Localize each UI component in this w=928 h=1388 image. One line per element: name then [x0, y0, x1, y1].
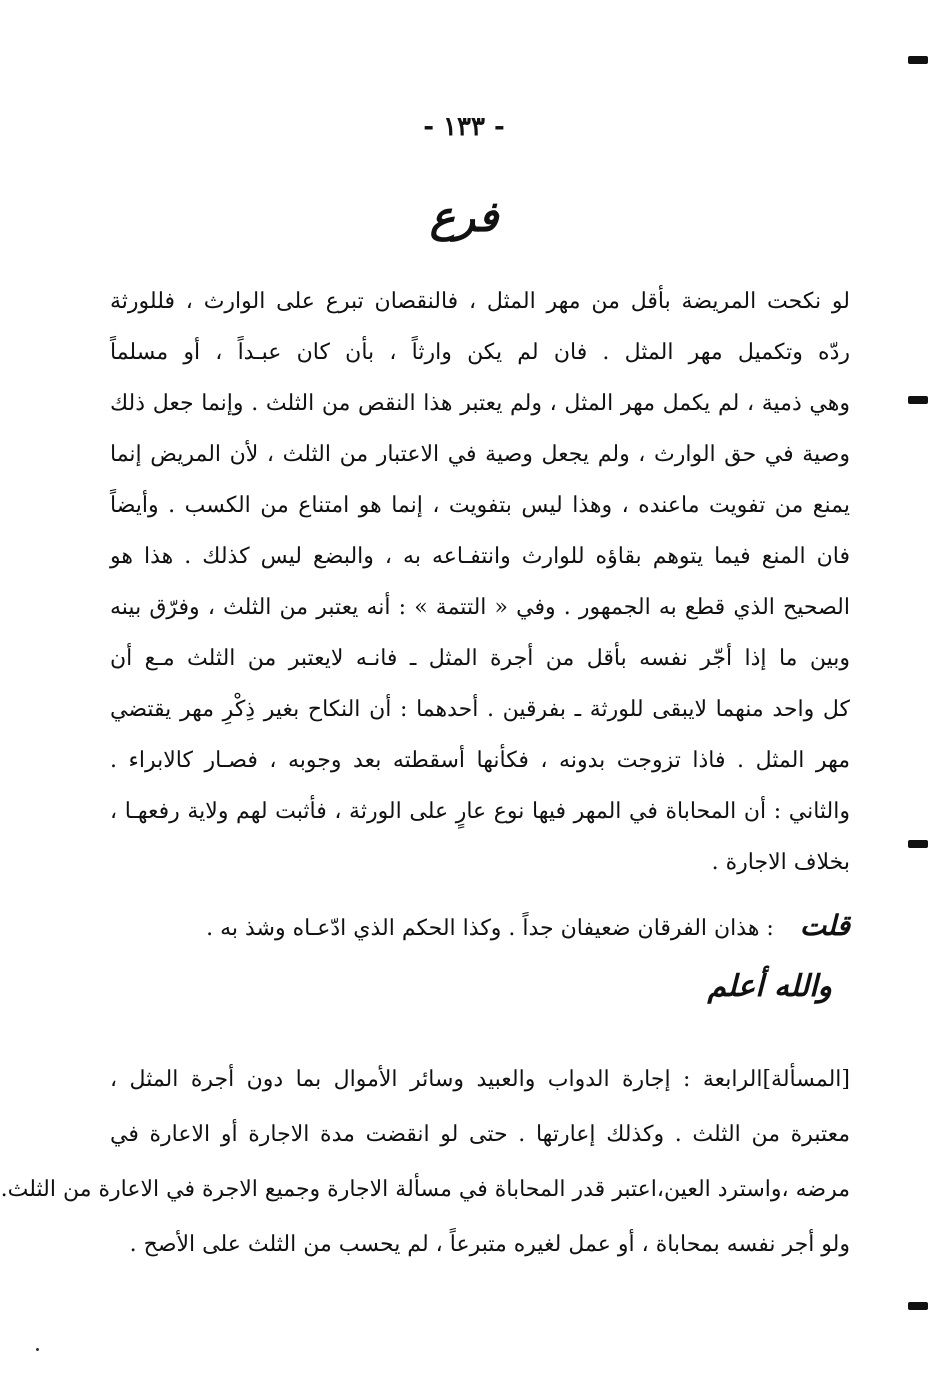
text-line: والثاني : أن المحاباة في المهر فيها نوع عارٍ على الورثة ، فأثبت لهم ولاية رفعهـا ، — [110, 799, 850, 824]
page-number: - ١٣٣ - — [423, 112, 505, 142]
margin-mark — [908, 840, 928, 848]
closing-phrase: والله أعلم — [707, 969, 832, 1004]
text-line: لو نكحت المريضة بأقل من مهر المثل ، فالنقصان تبرع على الوارث ، فللورثة — [110, 289, 850, 314]
margin-mark — [908, 56, 928, 64]
text-line: معتبرة من الثلث . وكذلك إعارتها . حتى لو انقضت مدة الاجارة أو الاعارة في — [110, 1122, 850, 1147]
paragraph-2 — [0, 1052, 850, 1272]
section-heading: فرع — [429, 192, 499, 241]
margin-mark — [908, 396, 928, 404]
text-line: وصية في حق الوارث ، ولم يجعل وصية في الاعتبار من الثلث ، لأن المريض إنما — [110, 442, 850, 467]
text-line: [المسألة]الرابعة : إجارة الدواب والعبيد وسائر الأموال بما دون أجرة المثل ، — [110, 1067, 850, 1092]
stray-dot — [36, 1348, 39, 1351]
text-line: يمنع من تفويت ماعنده ، وهذا ليس بتفويت ، إنما هو امتناع من الكسب . وأيضاً — [110, 493, 850, 518]
text-line: الصحيح الذي قطع به الجمهور . وفي « التتمة » : أنه يعتبر من الثلث ، وفرّق بينه — [110, 595, 850, 620]
text-line: وبين ما إذا أجّر نفسه بأقل من أجرة المثل ـ فانـه لايعتبر من الثلث مـع أن — [110, 646, 850, 671]
text-line: كل واحد منهما لايبقى للورثة ـ بفرقين . أحدهما : أن النكاح بغير ذِكْرِ مهر يقتضي — [110, 697, 850, 722]
text-line: ردّه وتكميل مهر المثل . فان لم يكن وارثاً ، بأن كان عبـداً ، أو مسلماً — [110, 340, 850, 365]
margin-mark — [908, 1302, 928, 1310]
qultu-line — [110, 900, 850, 951]
qultu-label: قلت — [799, 909, 850, 942]
text-line: فان المنع فيما يتوهم بقاؤه للوارث وانتفـاعه به ، والبضع ليس كذلك . هذا هو — [110, 544, 850, 569]
text-line: مهر المثل . فاذا تزوجت بدونه ، فكأنها أسقطته بعد وجوبه ، فصـار كالابراء . — [110, 748, 850, 773]
text-line: ولو أجر نفسه بمحاباة ، أو عمل لغيره متبرعاً ، لم يحسب من الثلث على الأصح . — [129, 1232, 850, 1257]
paragraph-1 — [110, 276, 850, 888]
qultu-text: : هذان الفرقان ضعيفان جداً . وكذا الحكم الذي ادّعـاه وشذ به . — [206, 916, 774, 941]
text-line: مرضه ،واسترد العين،اعتبر قدر المحاباة في مسألة الاجارة وجميع الاجرة في الاعارة من الثلث. — [0, 1177, 850, 1202]
text-line: وهي ذمية ، لم يكمل مهر المثل ، ولم يعتبر هذا النقص من الثلث . وإنما جعل ذلك — [110, 391, 850, 416]
text-line: بخلاف الاجارة . — [711, 850, 850, 875]
